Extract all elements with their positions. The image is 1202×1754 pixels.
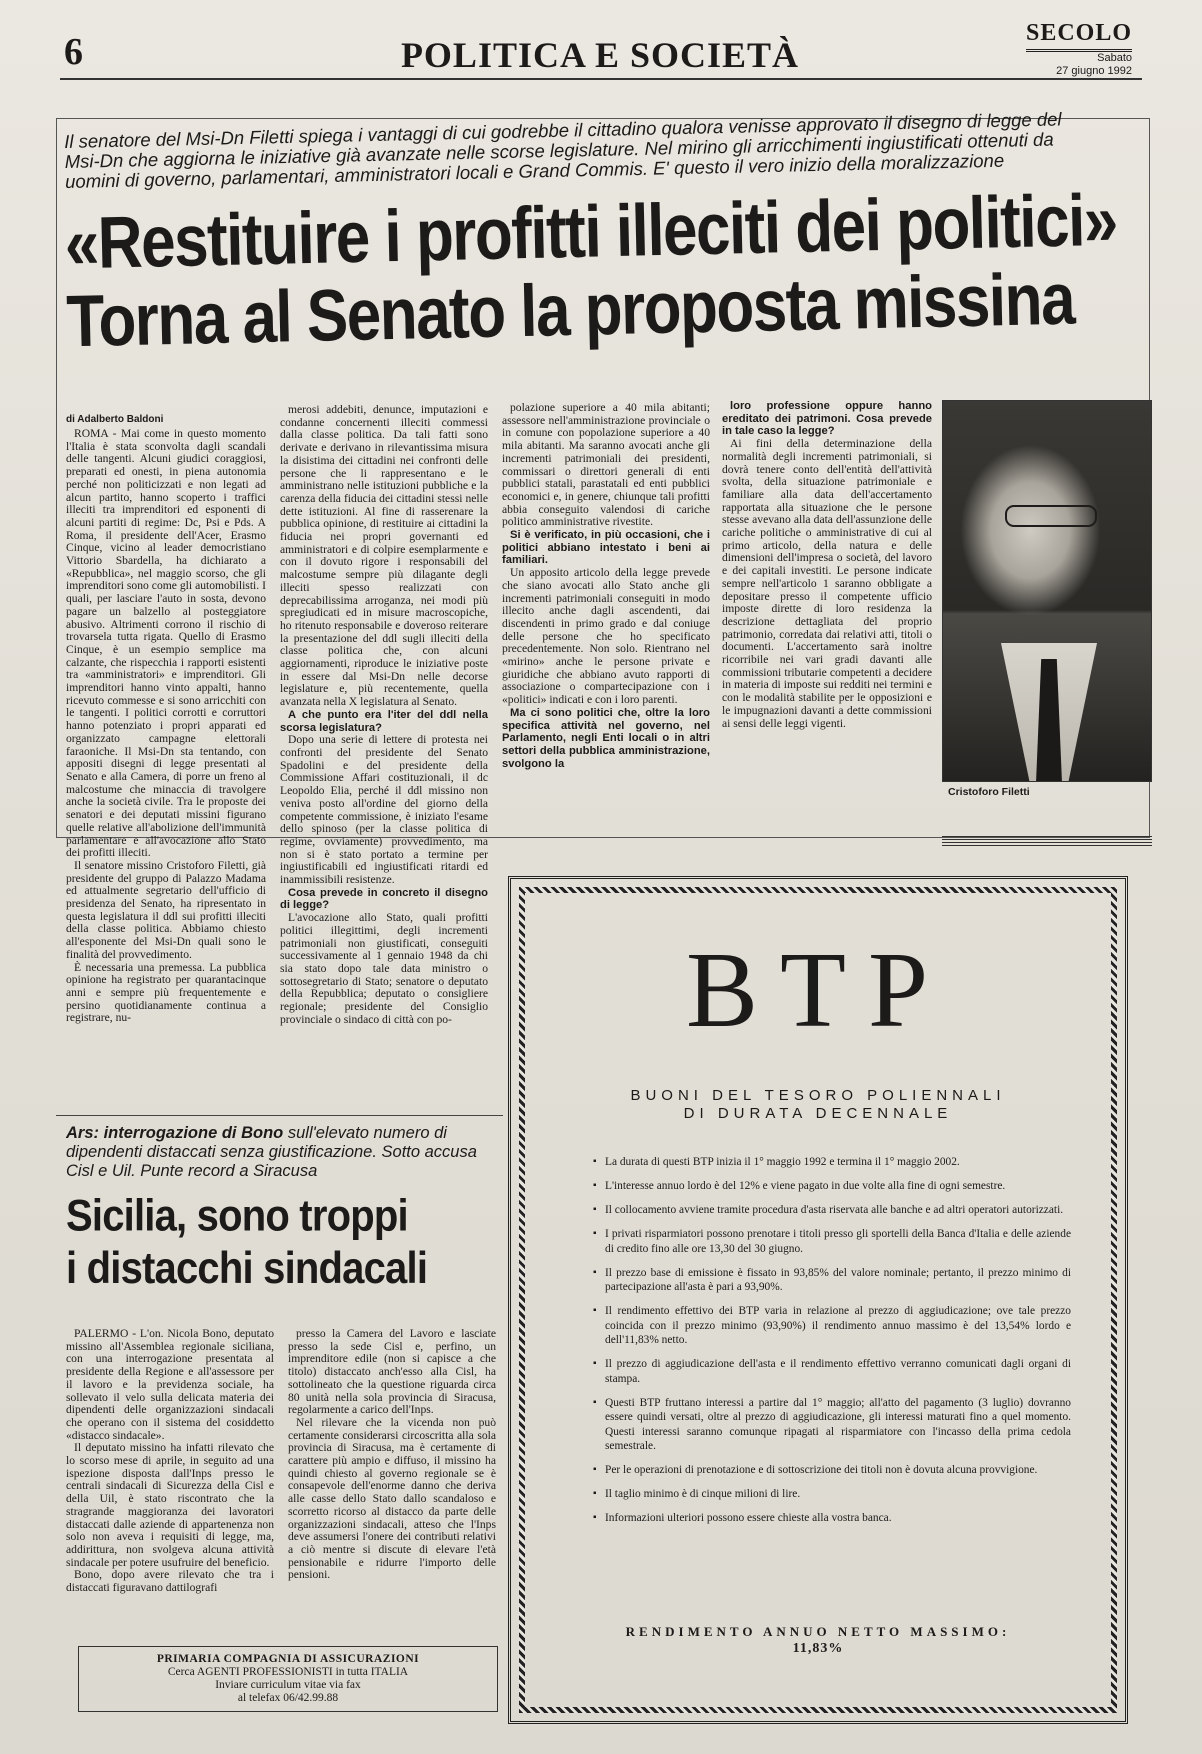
main-article-column-2 [280,404,488,1118]
sicily-article-kicker [66,1124,496,1181]
paragraph: PALERMO - L'on. Nicola Bono, deputato missino all'Assemblea regionale siciliana, con una interrogazione presentata al presidente della Regione e all'assessore per il lavoro e la previdenza sociale, ha sollevato il velo sulla delicata materia dei dipendenti delle organizzazioni sindacali che operano con il sistema del cosiddetto «distacco sindacale». [66,1328,274,1442]
byline: di Adalberto Baldoni [66,414,164,425]
photo-glasses [1005,505,1097,527]
sicily-article-headline [66,1190,536,1295]
btp-term: ▪ Il rendimento effettivo dei BTP varia in relazione al prezzo di aggiudicazione; ove tale prezzo coincida con il prezzo minimo (93,90%) il rendimento annuo massimo è del 13,54% lordo e dell'11,83% netto. [593,1304,1071,1348]
masthead-date: 27 giugno 1992 [1056,65,1132,77]
btp-title: BTP [685,931,951,1050]
paragraph: Un apposito articolo della legge prevede che siano avocati allo Stato anche gli incrementi patrimoniali conseguiti in modo illecito anche dagli ascendenti, dai discendenti in primo grado e dal coniuge delle persone che ho specificato precedentemente. Non solo. Rientrano nel «mirino» anche le persone private e giuridiche che abbiano avuto rapporti di associazione o compartecipazione con i «politici» indicati e con i loro parenti. [502,566,710,707]
btp-yield-label: RENDIMENTO ANNUO NETTO MASSIMO: [625,1624,1011,1639]
paragraph: Nel rilevare che la vicenda non può certamente considerarsi circoscritta alla sola provincia di Siracusa, ma è certamente di carattere più ampio e diffuso, il missino ha quindi chiesto al governo regionale se è consapevole dell'enorme danno che deriva alle casse dello Stato dallo scandaloso e scorretto ricorso al distacco da parte delle organizzazioni sindacali, atteso che l'Inps deve assumersi l'onere dei contributi relativi a ciò mentre si discute di elevare l'età pensionabile e ridurre l'importo delle pensioni. [288,1415,496,1582]
insurance-ad-line: PRIMARIA COMPAGNIA DI ASSICURAZIONI [156,1653,420,1665]
paragraph: presso la Camera del Lavoro e lasciate presso la sede Cisl e, perfino, un imprenditore edile (non si capisce a che titolo) distaccato anch'esso alla Cisl, ha sottolineato che la questione riguarda circa 80 unità nella sola provincia di Siracusa, regolarmente a carico dell'Inps. [288,1328,496,1417]
paragraph: Bono, dopo avere rilevato che tra i distaccati figuravano dattilografi [66,1568,274,1595]
sicily-article-column-1 [66,1328,274,1644]
paragraph: L'avocazione allo Stato, quali profitti politici illegittimi, degli incrementi patrimoniali non giustificati, conseguiti successivamente al 1 gennaio 1948 da chi sia stato dopo tale data ministro o sottosegretario di Stato; senatore o deputato della Repubblica; deputato o consigliere regionale; presidente del Consiglio provinciale o sindaco di città con po- [280,911,488,1026]
interview-question: Si è verificato, in più occasioni, che i politici abbiano intestato i beni ai familiari. [502,529,710,567]
btp-term: ▪ Per le operazioni di prenotazione e di sottoscrizione dei titoli non è dovuta alcuna provvigione. [593,1463,1071,1478]
paragraph: merosi addebiti, denunce, imputazioni e condanne concernenti illeciti commessi dalla classe politica. Da tali fatti sono derivate e derivano in rilevantissima misura la disistima dei cittadini nei confronti delle persone che li rappresentano e le amministrano nelle istituzioni pubbliche e la carenza della fiducia dei cittadini stessi nelle dette istituzioni. Al fine di rasserenare la pubblica opinione, di restituire ai cittadini la fiducia nei propri governanti ed amministratori e di colpire esemplarmente e con il dovuto rigore i responsabili del malcostume sempre più dilagante degli illeciti spesso realizzati con deprecabilissima arroganza, nei modi più spregiudicati ed in misure macroscopiche, ho ritenuto responsabile e doveroso reiterare la presentazione del ddl sugli illeciti della classe politica che, con alcuni aggiornamenti, riproduce le iniziative poste in essere dal Msi-Dn nelle decorse legislature e, più recentemente, quella avanzata nella X legislatura al Senato. [280,404,488,709]
insurance-ad-line: al telefax 06/42.99.88 [237,1692,339,1704]
btp-term: ▪ Il collocamento avviene tramite procedura d'asta riservata alle banche e ad altri operatori autorizzati. [593,1203,1071,1218]
paragraph: È necessaria una premessa. La pubblica opinione ha registrato per quarantacinque anni e sempre più frequentemente e persino quotidianamente continua a registrare, nu- [66,960,266,1025]
section-title: POLITICA E SOCIETÀ [400,35,800,75]
btp-term: ▪ Il prezzo base di emissione è fissato in 93,85% del valore nominale; pertanto, il prezzo minimo di partecipazione all'asta è pari a 93,90%. [593,1266,1071,1295]
insurance-ad-line: Inviare curriculum vitae via fax [215,1679,361,1691]
main-article-column-4 [722,400,932,818]
headline-line-1: «Restituire i profitti illeciti dei politici» [63,179,1118,286]
btp-term: ▪ L'interesse annuo lordo è del 12% e viene pagato in due volte alla fine di ogni semestre. [593,1179,1071,1194]
main-article-column-3 [502,402,710,818]
header-rule [60,78,1142,80]
headline-line-2: i distacchi sindacali [66,1243,428,1294]
masthead [1026,20,1132,78]
btp-yield-value: 11,83% [792,1641,844,1656]
btp-ad [508,876,1128,1724]
masthead-name: SECOLO [1026,20,1132,52]
main-article-headline [64,181,1147,361]
insurance-ad-line: Cerca AGENTI PROFESSIONISTI in tutta ITALIA [167,1666,409,1678]
btp-term: ▪ Il taglio minimo è di cinque milioni di lire. [593,1487,1071,1502]
btp-term: ▪ Informazioni ulteriori possono essere chieste alla vostra banca. [593,1511,1071,1526]
interview-question: A che punto era l'iter del ddl nella scorsa legislatura? [280,708,488,734]
btp-subtitle-line: DI DURATA DECENNALE [683,1105,953,1122]
main-article-column-1 [66,428,266,1118]
btp-term: ▪ Questi BTP fruttano interessi a partire dal 1° maggio; all'atto del pagamento (3 luglio) dovranno essere quindi versati, oltre al prezzo di aggiudicazione, gli interessi maturati fino a quel momento. Questi interessi saranno comunque ripagati al risparmiatore con l'incasso della prima cedola semestrale. [593,1396,1071,1454]
paragraph: ROMA - Mai come in questo momento l'Italia è stata sconvolta dagli scandali delle tangenti. Alcuni giudici coraggiosi, preparati ed onesti, in piena autonomia perché non politicizzati e non legati ad alcun partito, hanno scoperto i traffici illeciti tra imprenditori ed esponenti di alcuni partiti di regime: Dc, Psi e Pds. A Roma, il presidente dell'Acer, Erasmo Cinque, vicino al leader democristiano Vittorio Sbardella, ha dichiarato a «Repubblica», nel maggio scorso, che gli imprenditori sono come gli automobilisti. I quali, per lasciare l'auto in sosta, devono pagare un balzello al posteggiatore abusivo. Altrimenti corrono il rischio di trovarsela tutta rigata. Quello di Erasmo Cinque, è un esempio semplice ma calzante, che rispecchia i rapporti esistenti tra «amministratori» e imprenditori. Gli imprenditori hanno vinto appalti, hanno ricevuto commesse e si sono arricchiti con le tangenti. I politici corrotti e corruttori hanno potenziato i propri apparati ed organizzato campagne elettorali faraoniche. Il Msi-Dn sta tentando, con appositi disegni di legge presentati al Senato e alla Camera, di porre un freno al malcostume che minaccia di travolgere anche la società civile. Tra le proposte dei senatori e dei deputati missini figurano quelle relative all'abolizione dell'immunità parlamentare e all'avocazione allo Stato dei profitti illeciti. [66,428,266,860]
interview-question: Cosa prevede in concreto il disegno di legge? [280,886,488,912]
masthead-day: Sabato [1097,52,1132,64]
btp-terms-list [593,1155,1071,1535]
paragraph: Dopo una serie di lettere di protesta nei confronti del presidente del Senato Spadolini e del presidente della Commissione Affari costituzionali, il dc Leopoldo Elia, perché il ddl missino non veniva posto all'ordine del giorno della competente commissione, è iniziato l'esame dello spinoso (per la classe politica di regime, ovviamente) provvedimento, ma non si è stato portato a termine per ingiustificabili ed ingiustificati ritardi ed inammissibili resistenze. [280,733,488,887]
paragraph: polazione superiore a 40 mila abitanti; assessore nell'amministrazione provinciale o in comune con popolazione superiore a 40 mila abitanti. Ma saranno avocati anche gli incrementi patrimoniali dei presidenti, commissari o direttori generali di enti pubblici statali, parastatali ed enti pubblici economici e, in genere, chiunque tali profitti abbia conseguito valendosi di cariche politico amministrative rivestite. [502,402,710,529]
headline-line-2: Torna al Senato la proposta missina [65,258,1075,363]
interview-question: loro professione oppure hanno ereditato dei patrimoni. Cosa prevede in tale caso la legge? [722,400,932,438]
page-number: 6 [64,31,83,73]
paragraph: Il senatore missino Cristoforo Filetti, già presidente del gruppo di Palazzo Madama ed attualmente segretario dell'ufficio di presidenza del Senato, ha ripresentato in questa legislatura il ddl sui profitti illeciti della classe politica. Abbiamo chiesto all'esponente del Msi-Dn quali sono le finalità del provvedimento. [66,858,266,961]
kicker-bold: Ars: interrogazione di Bono [66,1124,284,1142]
photo-caption: Cristoforo Filetti [948,786,1030,798]
main-article-kicker: Il senatore del Msi-Dn Filetti spiega i vantaggi di cui godrebbe il cittadino qualora venisse approvato il disegno di legge del Msi-Dn che aggiorna le iniziative già avanzate nelle scorse legislature. Nel mirino gli arricchimenti ingiustificati ottenuti da uomini di governo, parlamentari, amministratori locali e Grand Commis. E' questo il vero inizio della moralizzazione [63,108,1062,192]
insurance-ad [78,1646,498,1712]
paragraph: Il deputato missino ha infatti rilevato che lo scorso mese di aprile, in seguito ad una ispezione disposta dall'Inps presso le centrali sindacali di Sicurezza della Cisl e della Uil, è stato riscontrato che la stragrande maggioranza dei lavoratori distaccati dalle aziende di appartenenza non solo non aveva i requisiti di legge, ma, addirittura, non svolgeva alcuna attività sindacale per potere usufruire del beneficio. [66,1441,274,1569]
portrait-photo [942,400,1152,782]
headline-line-1: Sicilia, sono troppi [66,1191,408,1241]
kicker-rest: sull'elevato numero di dipendenti distaccati senza giustificazione. Sotto accusa Cisl e Uil. Punte record a Siracusa [66,1124,477,1180]
btp-subtitle-line: BUONI DEL TESORO POLIENNALI [630,1087,1006,1104]
btp-subtitle [531,1087,1105,1123]
btp-term: ▪ Il prezzo di aggiudicazione dell'asta e il rendimento effettivo verranno comunicati dagli organi di stampa. [593,1357,1071,1386]
decorative-rule [942,836,1152,848]
btp-term: ▪ La durata di questi BTP inizia il 1° maggio 1992 e termina il 1° maggio 2002. [593,1155,1071,1170]
article-divider [56,1115,503,1116]
btp-term: ▪ I privati risparmiatori possono prenotare i titoli presso gli sportelli della Banca d'Italia e delle aziende di credito fino alle ore 13,30 del 30 giugno. [593,1227,1071,1256]
btp-yield [551,1623,1085,1657]
paragraph: Ai fini della determinazione della normalità degli incrementi patrimoniali, si dovrà tenere conto dell'entità dell'attività svolta, della situazione patrimoniale e familiare alla data dell'accertamento rapportata alla situazione che le persone stesse avevano alla data dell'assunzione delle cariche politiche o amministrative di cui al primo articolo, della natura e delle dimensioni dell'impresa o società, del lavoro e dei capitali investiti. Le persone indicate sempre nell'articolo 1 saranno obbligate a depositare presso il competente ufficio imposte dirette di loro residenza la descrizione dettagliata del proprio patrimonio, corredata dai relativi atti, titoli o documenti. L'accertamento sarà inoltre ricorribile nei vari gradi davanti alle commissioni tributarie competenti a decidere in materia di imposte sui redditi nei termini e con le modalità stabilite per le opposizioni e le impugnazioni davanti a dette commissioni ai sensi delle leggi vigenti. [722,437,932,730]
sicily-article-column-2 [288,1328,496,1644]
interview-question: Ma ci sono politici che, oltre la loro specifica attività nel governo, nel Parlamento, negli Enti locali o in altri settori della pubblica amministrazione, svolgono la [502,706,710,770]
